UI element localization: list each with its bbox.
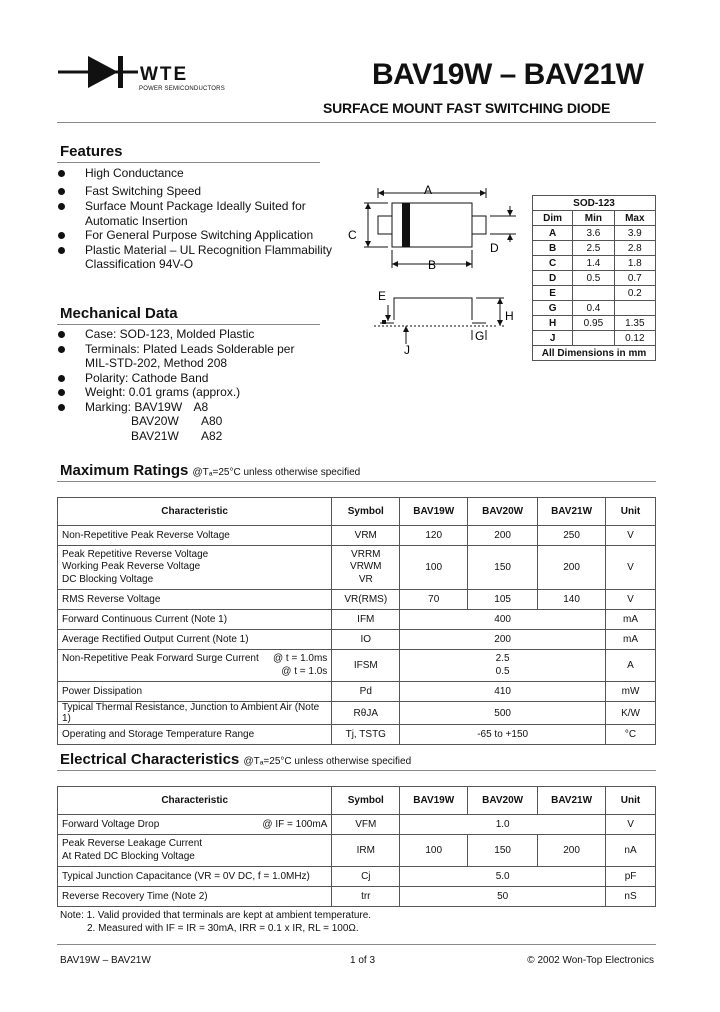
table-row: H 0.95 1.35: [533, 316, 656, 331]
list-item: Plastic Material – UL Recognition Flammability: [58, 243, 348, 258]
col-header: BAV20W: [468, 787, 538, 815]
table-row: Forward Voltage Drop @ IF = 100mA VFM 1.0 V: [58, 815, 656, 835]
table-row: B 2.5 2.8: [533, 241, 656, 256]
note-1: Note: 1. Valid provided that terminals are kept at ambient temperature.: [60, 910, 372, 921]
table-row: Non-Repetitive Peak Reverse Voltage VRM 120 200 250 V: [58, 526, 656, 546]
table-row: RMS Reverse Voltage VR(RMS) 70 105 140 V: [58, 590, 656, 610]
dim-label-e: E: [378, 289, 387, 303]
table-row: A 3.6 3.9: [533, 226, 656, 241]
dim-table-title: SOD-123: [533, 196, 656, 211]
footer-page-number: 1 of 3: [350, 955, 376, 966]
dim-label-c: C: [348, 228, 357, 242]
dim-label-a: A: [423, 183, 433, 197]
list-item: Terminals: Plated Leads Solderable per: [58, 342, 348, 357]
features-rule: [57, 162, 320, 163]
dim-label-b: B: [427, 258, 437, 272]
list-item-cont: MIL-STD-202, Method 208: [85, 356, 228, 370]
table-row: J 0.12: [533, 331, 656, 346]
table-row: Peak Repetitive Reverse Voltage Working Peak Reverse Voltage DC Blocking Voltage VRRM VRWM VR 100 150 200 V: [58, 546, 656, 590]
col-header: Symbol: [332, 787, 400, 815]
table-row: Reverse Recovery Time (Note 2) trr 50 nS: [58, 887, 656, 907]
elec-table: [57, 786, 656, 907]
table-row: Operating and Storage Temperature Range Tj, TSTG -65 to +150 °C: [58, 725, 656, 745]
list-item-cont: Classification 94V-O: [85, 257, 194, 271]
list-item: For General Purpose Switching Application: [58, 228, 348, 243]
brand-name: WTE: [140, 64, 189, 85]
mechanical-heading: Mechanical Data: [60, 305, 178, 322]
list-item: Surface Mount Package Ideally Suited for: [58, 199, 348, 214]
footer-part-number: BAV19W – BAV21W: [60, 955, 151, 966]
note-2: 2. Measured with IF = IR = 30mA, IRR = 0.1 x IR, RL = 100Ω.: [87, 922, 359, 934]
list-item: Weight: 0.01 grams (approx.): [58, 385, 348, 400]
col-header: BAV19W: [400, 498, 468, 526]
dim-col-header: Min: [573, 211, 614, 226]
col-header: Characteristic: [58, 787, 332, 815]
col-header: BAV21W: [538, 498, 606, 526]
elec-condition: @Tₐ=25°C unless otherwise specified: [243, 756, 412, 767]
dim-label-h: H: [505, 309, 514, 323]
table-row: D 0.5 0.7: [533, 271, 656, 286]
marking-row: BAV20W A80: [131, 414, 223, 428]
mechanical-rule: [57, 324, 320, 325]
table-row: G 0.4: [533, 301, 656, 316]
elec-rule: [57, 770, 656, 771]
footer-copyright: © 2002 Won-Top Electronics: [527, 955, 654, 966]
table-row: C 1.4 1.8: [533, 256, 656, 271]
col-header: Symbol: [332, 498, 400, 526]
max-ratings-table: [57, 497, 656, 745]
dimension-table: [532, 195, 656, 361]
max-ratings-heading: Maximum Ratings @Tₐ=25°C unless otherwise specified: [60, 462, 361, 479]
features-heading: Features: [60, 143, 123, 160]
col-header: BAV21W: [538, 787, 606, 815]
list-item: Case: SOD-123, Molded Plastic: [58, 327, 348, 342]
package-outline-diagram: [344, 180, 530, 358]
list-item: Fast Switching Speed: [58, 184, 348, 199]
col-header: BAV19W: [400, 787, 468, 815]
page-title: BAV19W – BAV21W: [372, 58, 644, 91]
footer-rule: [57, 944, 656, 945]
table-row: Power Dissipation Pd 410 mW: [58, 682, 656, 702]
col-header: Unit: [606, 787, 656, 815]
table-row: E 0.2: [533, 286, 656, 301]
max-ratings-rule: [57, 481, 656, 482]
max-ratings-condition: @Tₐ=25°C unless otherwise specified: [192, 467, 361, 478]
marking-row: BAV21W A82: [131, 428, 223, 443]
notes: [60, 910, 371, 935]
elec-heading: Electrical Characteristics @Tₐ=25°C unless otherwise specified: [60, 751, 412, 768]
list-item: Marking: BAV19W A8: [58, 400, 348, 415]
dim-label-j: J: [404, 343, 410, 357]
brand-subtitle: POWER SEMICONDUCTORS: [139, 86, 225, 92]
col-header: Unit: [606, 498, 656, 526]
dim-label-d: D: [490, 241, 499, 255]
list-item: High Conductance: [58, 166, 348, 181]
page-subtitle: SURFACE MOUNT FAST SWITCHING DIODE: [323, 100, 611, 116]
header-rule: [57, 122, 656, 123]
dim-col-header: Dim: [533, 211, 573, 226]
list-item-cont: Automatic Insertion: [85, 213, 188, 228]
table-row: Forward Continuous Current (Note 1) IFM 400 mA: [58, 610, 656, 630]
table-row: Typical Junction Capacitance (VR = 0V DC, f = 1.0MHz) Cj 5.0 pF: [58, 867, 656, 887]
table-row: Non-Repetitive Peak Forward Surge Current @ t = 1.0ms @ t = 1.0s IFSM 2.5 0.5 A: [58, 650, 656, 682]
table-row: Average Rectified Output Current (Note 1) IO 200 mA: [58, 630, 656, 650]
list-item: Polarity: Cathode Band: [58, 371, 348, 386]
mechanical-list: [58, 327, 348, 443]
col-header: BAV20W: [468, 498, 538, 526]
col-header: Characteristic: [58, 498, 332, 526]
dim-table-footer: All Dimensions in mm: [533, 346, 656, 361]
table-row: Typical Thermal Resistance, Junction to Ambient Air (Note 1) RθJA 500 K/W: [58, 702, 656, 725]
dim-label-g: G: [475, 329, 485, 343]
table-row: Peak Reverse Leakage Current At Rated DC Blocking Voltage IRM 100 150 200 nA: [58, 835, 656, 867]
features-list: [58, 166, 348, 272]
dim-col-header: Max: [614, 211, 655, 226]
